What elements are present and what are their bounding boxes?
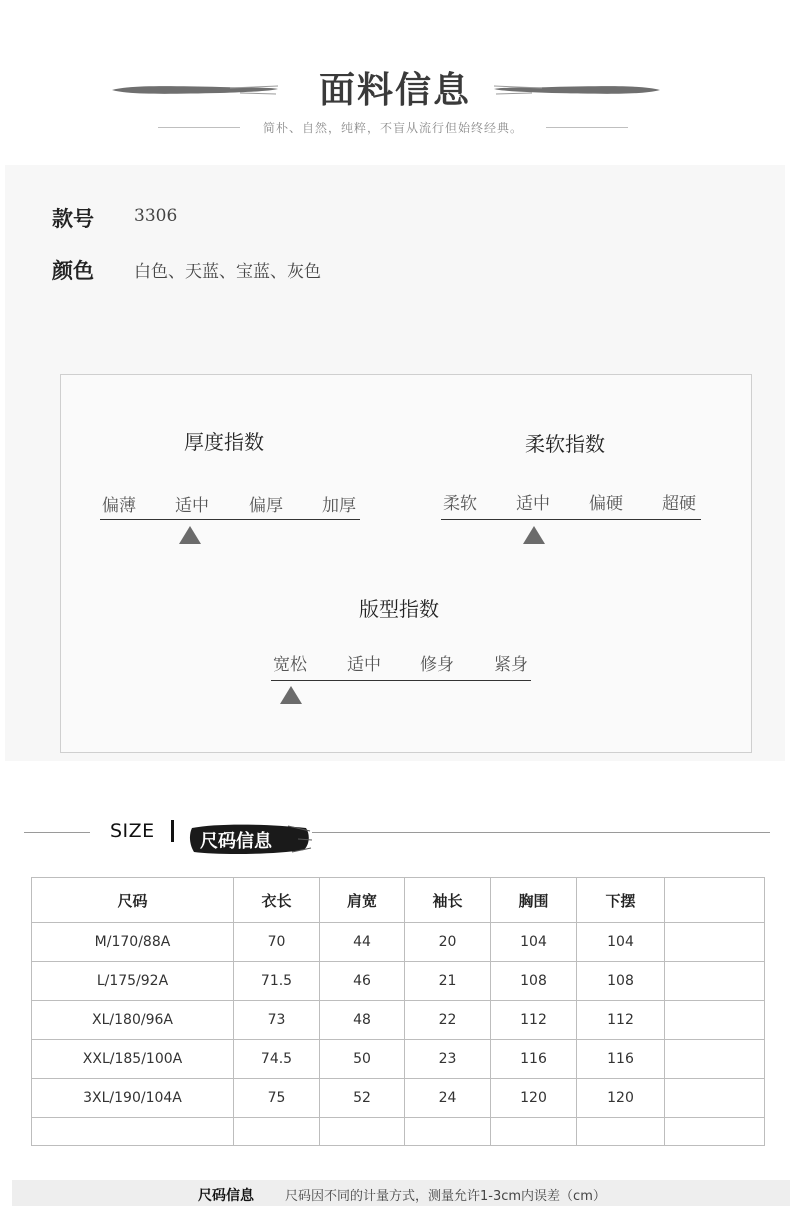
softness-marker-icon — [523, 526, 545, 544]
size-heading-en: SIZE — [110, 820, 155, 842]
fit-option: 宽松 — [273, 655, 307, 675]
softness-option: 超硬 — [662, 494, 696, 514]
table-cell: 112 — [491, 1001, 577, 1040]
table-cell: 52 — [320, 1079, 405, 1118]
table-header-cell: 下摆 — [577, 878, 665, 923]
thickness-option: 偏薄 — [102, 496, 136, 516]
table-cell: 108 — [577, 962, 665, 1001]
fabric-index-box — [60, 374, 752, 753]
table-cell: 104 — [491, 923, 577, 962]
table-header-cell: 肩宽 — [320, 878, 405, 923]
table-cell: 120 — [577, 1079, 665, 1118]
fit-option: 修身 — [420, 655, 454, 675]
fit-marker-icon — [280, 686, 302, 704]
table-cell: 48 — [320, 1001, 405, 1040]
color-value: 白色、天蓝、宝蓝、灰色 — [134, 262, 321, 282]
subtitle: 简朴、自然，纯粹，不盲从流行但始终经典。 — [262, 121, 523, 135]
footer-note: 尺码因不同的计量方式，测量允许1-3cm内误差（cm） — [285, 1189, 606, 1204]
table-cell: 21 — [405, 962, 491, 1001]
table-cell — [665, 923, 765, 962]
table-cell: L/175/92A — [32, 962, 234, 1001]
table-cell: 75 — [234, 1079, 320, 1118]
fit-option: 适中 — [347, 655, 381, 675]
table-cell — [665, 962, 765, 1001]
fit-scale-line — [271, 680, 531, 681]
table-cell: 70 — [234, 923, 320, 962]
table-cell: XL/180/96A — [32, 1001, 234, 1040]
table-cell: 108 — [491, 962, 577, 1001]
thickness-index-title: 厚度指数 — [184, 430, 264, 454]
table-row-empty — [32, 1118, 765, 1146]
table-cell: 74.5 — [234, 1040, 320, 1079]
softness-index-title: 柔软指数 — [525, 432, 605, 456]
softness-scale-line — [441, 519, 701, 520]
table-header-row — [32, 878, 765, 923]
table-cell: 44 — [320, 923, 405, 962]
size-table — [31, 877, 765, 1146]
table-cell: 116 — [577, 1040, 665, 1079]
table-header-cell: 胸围 — [491, 878, 577, 923]
table-row — [32, 962, 765, 1001]
table-row — [32, 923, 765, 962]
table-header-cell: 衣长 — [234, 878, 320, 923]
style-number-label: 款号 — [52, 207, 94, 231]
color-label: 颜色 — [52, 259, 94, 283]
subtitle-row — [158, 119, 628, 137]
size-heading-badge — [188, 822, 312, 856]
table-cell — [665, 1079, 765, 1118]
table-header-cell: 袖长 — [405, 878, 491, 923]
table-cell: XXL/185/100A — [32, 1040, 234, 1079]
table-cell: 24 — [405, 1079, 491, 1118]
table-row — [32, 1079, 765, 1118]
footer-label: 尺码信息 — [198, 1188, 254, 1204]
table-cell: 23 — [405, 1040, 491, 1079]
table-cell — [665, 1040, 765, 1079]
table-cell: 3XL/190/104A — [32, 1079, 234, 1118]
subtitle-divider-right — [546, 127, 628, 128]
table-cell: 20 — [405, 923, 491, 962]
table-cell: 73 — [234, 1001, 320, 1040]
thickness-option: 偏厚 — [249, 496, 283, 516]
fit-option: 紧身 — [494, 655, 528, 675]
table-row — [32, 1001, 765, 1040]
fit-index-title: 版型指数 — [359, 597, 439, 621]
page-title: 面料信息 — [318, 69, 471, 111]
size-divider-left — [24, 832, 90, 833]
table-header-cell — [665, 878, 765, 923]
size-heading-separator — [171, 820, 174, 842]
softness-option: 偏硬 — [589, 494, 623, 514]
table-cell: 104 — [577, 923, 665, 962]
size-heading-cn: 尺码信息 — [200, 831, 272, 852]
table-cell: 120 — [491, 1079, 577, 1118]
table-cell: 50 — [320, 1040, 405, 1079]
table-cell: 112 — [577, 1001, 665, 1040]
softness-option: 柔软 — [443, 494, 477, 514]
table-cell: 116 — [491, 1040, 577, 1079]
table-cell: 71.5 — [234, 962, 320, 1001]
softness-option: 适中 — [516, 494, 550, 514]
table-cell: 22 — [405, 1001, 491, 1040]
table-cell: 46 — [320, 962, 405, 1001]
thickness-scale-line — [100, 519, 360, 520]
thickness-marker-icon — [179, 526, 201, 544]
thickness-option: 适中 — [175, 496, 209, 516]
thickness-option: 加厚 — [322, 496, 356, 516]
table-row — [32, 1040, 765, 1079]
size-divider-right — [312, 832, 770, 833]
table-cell: M/170/88A — [32, 923, 234, 962]
footer-note-bar — [12, 1180, 790, 1206]
table-header-cell: 尺码 — [32, 878, 234, 923]
style-number-value: 3306 — [134, 206, 178, 226]
table-cell — [665, 1001, 765, 1040]
